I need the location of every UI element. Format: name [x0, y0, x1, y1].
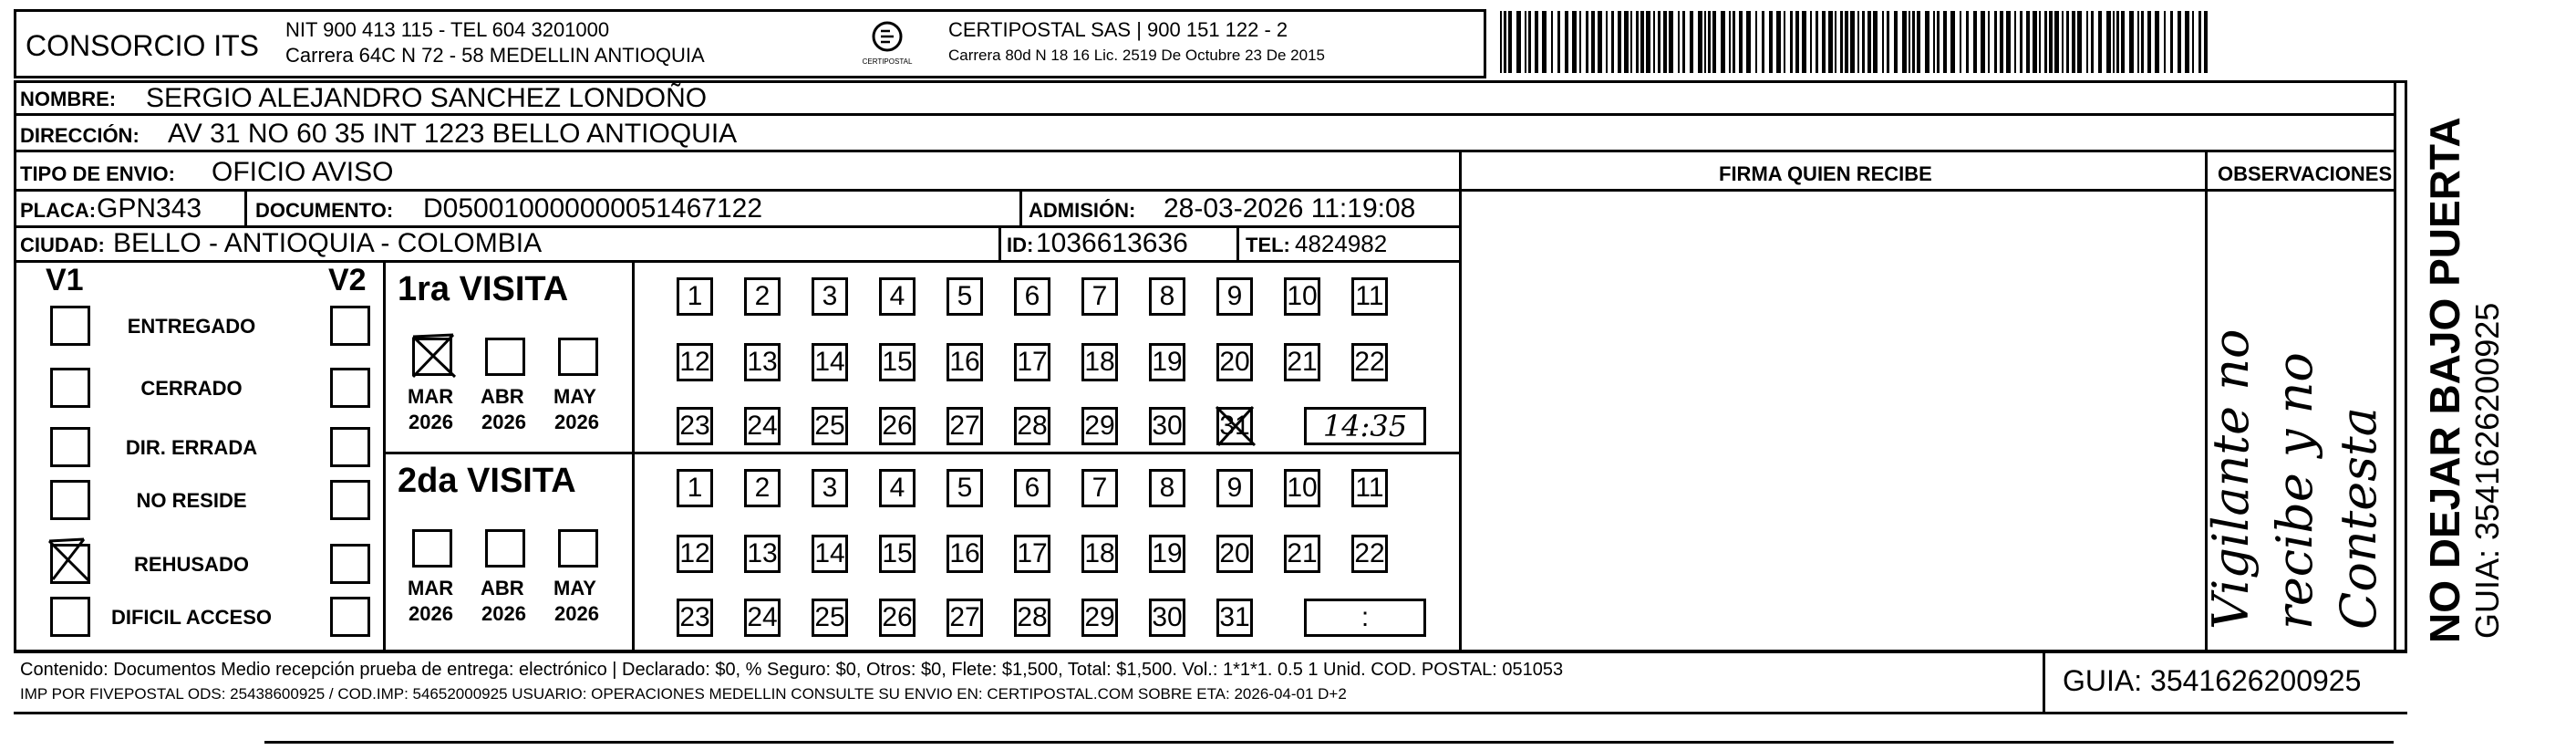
visit-time-box[interactable]: :: [1304, 599, 1426, 637]
day-box[interactable]: 14: [812, 343, 848, 381]
tel-label: TEL:: [1246, 234, 1290, 256]
day-box[interactable]: 29: [1081, 599, 1118, 637]
day-box[interactable]: 3: [812, 469, 848, 507]
day-box[interactable]: 8: [1149, 277, 1185, 316]
visit-time-box[interactable]: 14:35: [1304, 407, 1426, 445]
day-box[interactable]: 29: [1081, 407, 1118, 445]
visit-year-label: 2026: [481, 602, 526, 625]
visit-month-checkbox[interactable]: [412, 529, 452, 568]
barcode: [1500, 11, 2211, 73]
observaciones-label: OBSERVACIONES: [2218, 162, 2393, 185]
visit-month-label: ABR: [481, 577, 524, 599]
day-box[interactable]: 17: [1014, 535, 1050, 573]
day-box[interactable]: 5: [947, 469, 983, 507]
day-box[interactable]: 11: [1351, 469, 1388, 507]
day-box[interactable]: 24: [744, 407, 781, 445]
day-box[interactable]: 16: [947, 343, 983, 381]
side-guia: GUIA: 3541626200925: [2468, 302, 2506, 639]
direccion-label: DIRECCIÓN:: [20, 124, 140, 147]
day-box[interactable]: 12: [677, 535, 713, 573]
visit-month-checkbox[interactable]: [485, 338, 525, 376]
day-box[interactable]: 7: [1081, 469, 1118, 507]
visit-year-label: 2026: [554, 602, 599, 625]
day-box[interactable]: 4: [879, 277, 916, 316]
day-box[interactable]: 21: [1284, 535, 1320, 573]
day-box[interactable]: 30: [1149, 407, 1185, 445]
handwriting-line-2: recibe y no: [2266, 352, 2323, 630]
day-box[interactable]: 16: [947, 535, 983, 573]
ciudad-value: BELLO - ANTIOQUIA - COLOMBIA: [113, 228, 543, 258]
day-box[interactable]: 23: [677, 599, 713, 637]
check-mark-icon: [411, 335, 451, 373]
documento-value: D050010000000051467122: [423, 193, 763, 224]
visit-year-label: 2026: [409, 602, 453, 625]
status-label: NO RESIDE: [136, 489, 247, 512]
visit-month-label: MAY: [553, 385, 596, 408]
v1-label: V1: [46, 263, 84, 297]
day-box[interactable]: 13: [744, 343, 781, 381]
visit-year-label: 2026: [481, 411, 526, 433]
status-label: ENTREGADO: [127, 315, 256, 338]
day-box[interactable]: 17: [1014, 343, 1050, 381]
direccion-value: AV 31 NO 60 35 INT 1223 BELLO ANTIOQUIA: [168, 119, 738, 149]
day-box[interactable]: 31: [1216, 599, 1253, 637]
certipostal-logo-icon: [855, 18, 919, 69]
check-mark-icon: [1216, 407, 1253, 445]
status-label: DIR. ERRADA: [125, 436, 258, 459]
day-box[interactable]: 11: [1351, 277, 1388, 316]
day-box[interactable]: 10: [1284, 277, 1320, 316]
status-label: REHUSADO: [134, 553, 249, 576]
visit-month-label: MAR: [408, 385, 454, 408]
footer-guia: GUIA: 3541626200925: [2063, 664, 2362, 697]
day-box[interactable]: 7: [1081, 277, 1118, 316]
visit-year-label: 2026: [554, 411, 599, 433]
day-box[interactable]: 18: [1081, 535, 1118, 573]
footer-line2: IMP POR FIVEPOSTAL ODS: 25438600925 / COD.IMP: 54652000925 USUARIO: OPERACIONES MEDELLIN CONSULTE SU ENVIO EN: CERTIPOSTAL.COM SOBRE ETA: 2026-04-01 D+2: [20, 685, 1347, 703]
status-label: CERRADO: [140, 377, 243, 400]
day-box[interactable]: 5: [947, 277, 983, 316]
day-box[interactable]: 8: [1149, 469, 1185, 507]
day-box[interactable]: 2: [744, 469, 781, 507]
handwriting-line-3: Contesta: [2330, 407, 2387, 630]
id-label: ID:: [1007, 234, 1034, 256]
day-box[interactable]: 13: [744, 535, 781, 573]
visit-title: 2da VISITA: [398, 462, 576, 500]
documento-label: DOCUMENTO:: [255, 199, 394, 222]
firma-label: FIRMA QUIEN RECIBE: [1719, 162, 1932, 185]
ciudad-label: CIUDAD:: [20, 234, 105, 256]
day-box[interactable]: 12: [677, 343, 713, 381]
side-text: [2412, 91, 2512, 648]
visit-year-label: 2026: [409, 411, 453, 433]
day-box[interactable]: 27: [947, 599, 983, 637]
day-box[interactable]: 30: [1149, 599, 1185, 637]
company-name: CONSORCIO ITS: [26, 29, 260, 62]
day-box[interactable]: 15: [879, 535, 916, 573]
day-box[interactable]: 14: [812, 535, 848, 573]
day-box[interactable]: 22: [1351, 535, 1388, 573]
visit-month-label: MAR: [408, 577, 454, 599]
carrier-line2: Carrera 80d N 18 16 Lic. 2519 De Octubre 23 De 2015: [948, 47, 1325, 64]
visit-month-checkbox[interactable]: [558, 529, 598, 568]
day-box[interactable]: 28: [1014, 599, 1050, 637]
carrier-line1: CERTIPOSTAL SAS | 900 151 122 - 2: [948, 18, 1288, 41]
day-box[interactable]: 2: [744, 277, 781, 316]
day-box[interactable]: 21: [1284, 343, 1320, 381]
day-box[interactable]: 24: [744, 599, 781, 637]
day-box[interactable]: 20: [1216, 343, 1253, 381]
tel-value: 4824982: [1295, 230, 1388, 257]
day-box[interactable]: 22: [1351, 343, 1388, 381]
day-box[interactable]: 1: [677, 277, 713, 316]
svg-text:CERTIPOSTAL: CERTIPOSTAL: [862, 57, 913, 66]
visit-title: 1ra VISITA: [398, 270, 569, 308]
day-box[interactable]: 9: [1216, 277, 1253, 316]
day-box[interactable]: 25: [812, 599, 848, 637]
day-box[interactable]: 28: [1014, 407, 1050, 445]
placa-value: GPN343: [97, 193, 202, 224]
visit-month-checkbox[interactable]: [412, 338, 452, 376]
day-box[interactable]: 3: [812, 277, 848, 316]
certipostal-logo: [855, 18, 919, 69]
day-box[interactable]: 19: [1149, 535, 1185, 573]
nombre-label: NOMBRE:: [20, 88, 117, 110]
status-label: DIFICIL ACCESO: [110, 606, 272, 629]
v2-label: V2: [328, 263, 367, 297]
tipo-envio-label: TIPO DE ENVIO:: [20, 162, 175, 185]
admision-label: ADMISIÓN:: [1029, 199, 1136, 222]
day-box[interactable]: 27: [947, 407, 983, 445]
day-box[interactable]: 20: [1216, 535, 1253, 573]
day-box[interactable]: 9: [1216, 469, 1253, 507]
visit-month-label: MAY: [553, 577, 596, 599]
day-box[interactable]: 10: [1284, 469, 1320, 507]
day-box[interactable]: 6: [1014, 277, 1050, 316]
day-box[interactable]: 15: [879, 343, 916, 381]
tipo-envio-value: OFICIO AVISO: [212, 157, 394, 187]
day-box[interactable]: 23: [677, 407, 713, 445]
observaciones-handwriting: [2202, 310, 2389, 648]
visit-month-checkbox[interactable]: [485, 529, 525, 568]
id-value: 1036613636: [1036, 228, 1188, 258]
day-box[interactable]: 26: [879, 599, 916, 637]
day-box[interactable]: 6: [1014, 469, 1050, 507]
company-address: Carrera 64C N 72 - 58 MEDELLIN ANTIOQUIA: [285, 44, 705, 67]
day-box[interactable]: 19: [1149, 343, 1185, 381]
no-dejar-bajo-puerta: NO DEJAR BAJO PUERTA: [2421, 117, 2468, 643]
barcode-icon: [1500, 11, 2211, 73]
placa-label: PLACA:: [20, 199, 97, 222]
day-box[interactable]: 1: [677, 469, 713, 507]
day-box[interactable]: 26: [879, 407, 916, 445]
footer-line1: Contenido: Documentos Medio recepción prueba de entrega: electrónico | Declarado: $0, % Seguro: $0, Otros: $0, Flete: $1,500, Total: $1,500. Vol.: 1*1*1. 0.5 1 Unid. COD. POSTAL: 051053: [20, 660, 1564, 680]
handwriting-line-1: Vigilante no: [2202, 328, 2260, 630]
day-box[interactable]: 4: [879, 469, 916, 507]
day-box[interactable]: 18: [1081, 343, 1118, 381]
visit-month-label: ABR: [481, 385, 524, 408]
visit-month-checkbox[interactable]: [558, 338, 598, 376]
day-box[interactable]: 31: [1216, 407, 1253, 445]
company-nit-phone: NIT 900 413 115 - TEL 604 3201000: [285, 18, 610, 41]
nombre-value: SERGIO ALEJANDRO SANCHEZ LONDOÑO: [146, 83, 708, 113]
admision-value: 28-03-2026 11:19:08: [1164, 193, 1416, 224]
day-box[interactable]: 25: [812, 407, 848, 445]
